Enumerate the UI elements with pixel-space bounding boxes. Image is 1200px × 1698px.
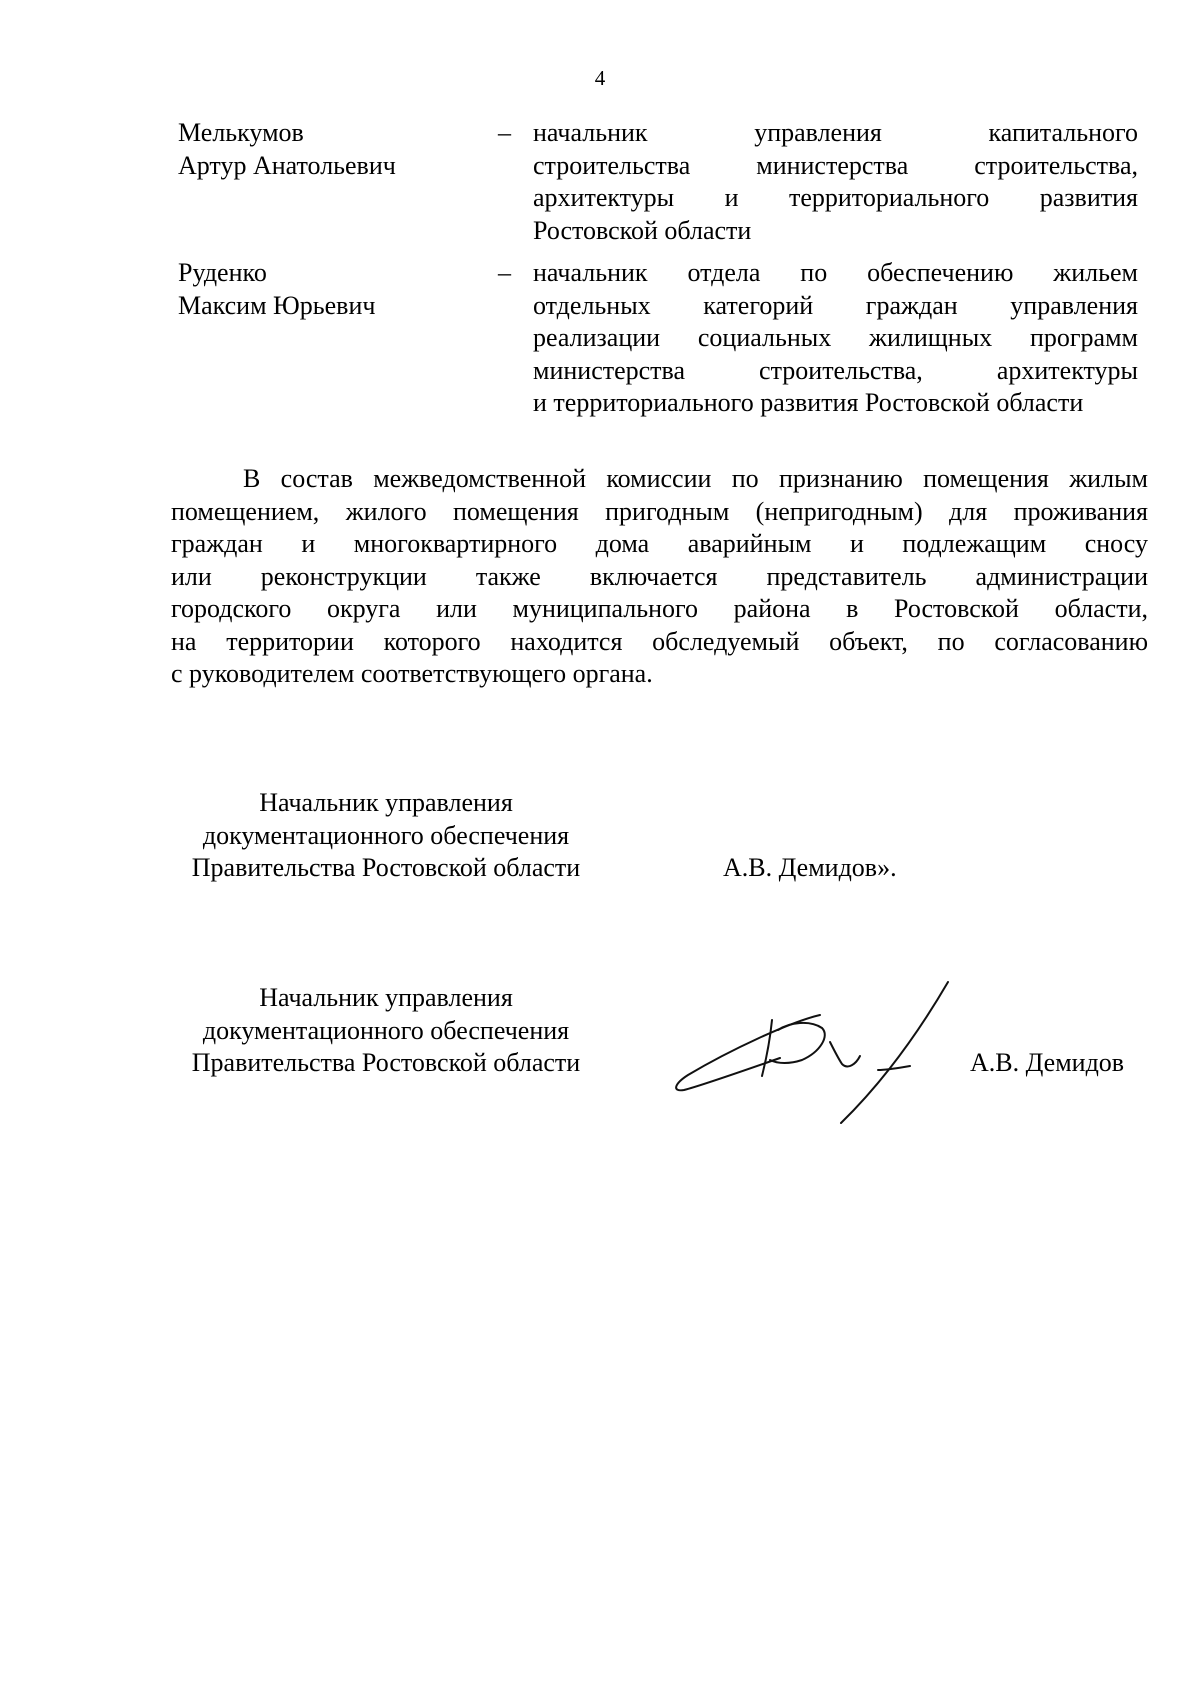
member-surname: Мелькумов xyxy=(178,118,304,147)
role-line: Ростовской области xyxy=(533,215,752,245)
paragraph-line: или реконструкции также включается представитель администрации xyxy=(171,561,1148,591)
member-name xyxy=(178,257,478,322)
role-line: министерства строительства, архитектуры xyxy=(533,355,1138,385)
member-dash: – xyxy=(498,118,511,147)
role-line: начальник отдела по обеспечению жильем xyxy=(533,258,1138,287)
title-line: Начальник управления xyxy=(259,788,513,817)
member-dash: – xyxy=(498,258,511,287)
member-surname: Руденко xyxy=(178,258,267,287)
title-line: документационного обеспечения xyxy=(202,1015,570,1045)
role-line: и территориального развития Ростовской области xyxy=(533,388,1084,417)
member-given-names: Максим Юрьевич xyxy=(178,290,376,320)
member-given-names: Артур Анатольевич xyxy=(178,150,396,180)
handwritten-signature-icon xyxy=(670,960,980,1140)
paragraph-line: В состав межведомственной комиссии по признанию помещения жилым xyxy=(243,464,1148,493)
role-line: реализации социальных жилищных программ xyxy=(533,323,1138,352)
commission-paragraph xyxy=(171,463,1148,691)
role-line: строительства министерства строительства, xyxy=(533,150,1138,180)
title-line: Начальник управления xyxy=(259,983,513,1012)
role-line: отдельных категорий граждан управления xyxy=(533,290,1138,320)
signatory-title xyxy=(171,787,601,885)
page-number: 4 xyxy=(594,66,606,90)
member-role xyxy=(533,257,1138,420)
signatory-name: А.В. Демидов xyxy=(970,1048,1125,1077)
role-line: начальник управления капитального xyxy=(533,118,1138,147)
title-line: документационного обеспечения xyxy=(202,820,570,850)
member-name xyxy=(178,117,478,182)
member-role xyxy=(533,117,1138,247)
title-line: Правительства Ростовской области xyxy=(191,853,581,882)
paragraph-line: с руководителем соответствующего органа. xyxy=(171,659,653,688)
paragraph-line: помещением, жилого помещения пригодным (непригодным) для проживания xyxy=(171,496,1148,526)
paragraph-line: на территории которого находится обследуемый объект, по согласованию xyxy=(171,626,1148,656)
signatory-name: А.В. Демидов». xyxy=(723,853,897,882)
role-line: архитектуры и территориального развития xyxy=(533,183,1138,212)
signatory-title xyxy=(171,982,601,1080)
paragraph-line: граждан и многоквартирного дома аварийным и подлежащим сносу xyxy=(171,529,1148,558)
paragraph-line: городского округа или муниципального района в Ростовской области, xyxy=(171,594,1148,623)
title-line: Правительства Ростовской области xyxy=(191,1048,581,1077)
